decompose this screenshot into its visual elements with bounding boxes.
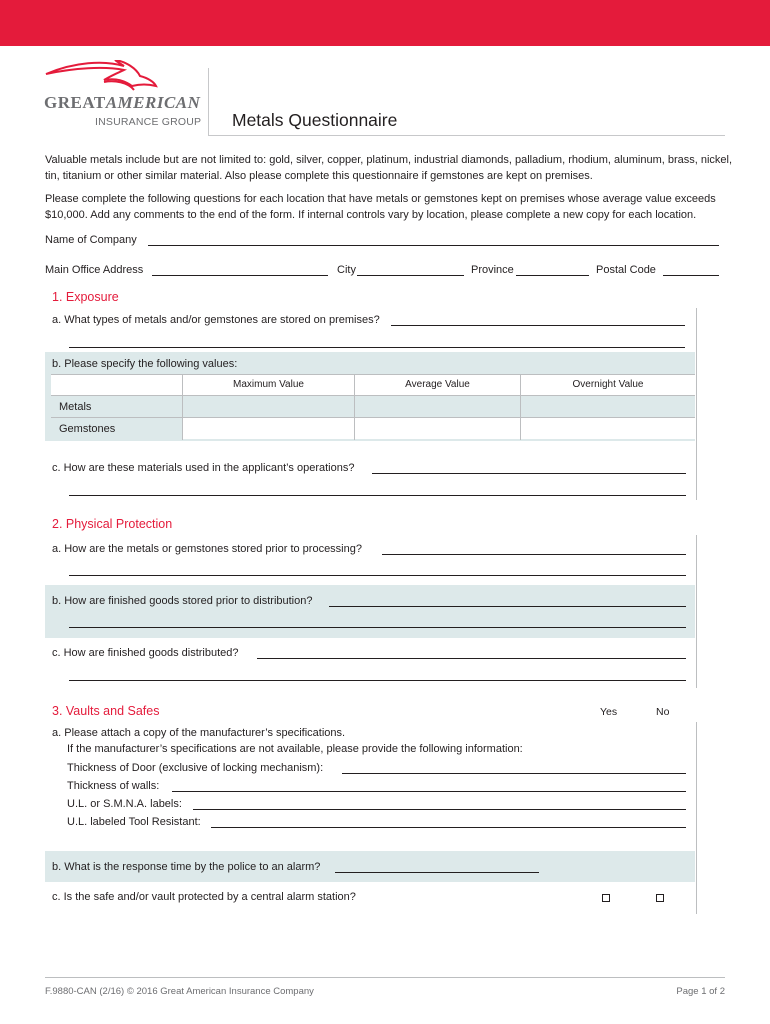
answer-2c-line-2[interactable] bbox=[69, 680, 686, 681]
question-2a: a. How are the metals or gemstones stored prior to processing? bbox=[52, 543, 362, 555]
section-title-physical: 2. Physical Protection bbox=[52, 517, 173, 531]
question-3a: a. Please attach a copy of the manufacturer’s specifications. bbox=[52, 727, 346, 739]
postal-label: Postal Code bbox=[596, 264, 656, 276]
company-label: Name of Company bbox=[45, 234, 137, 246]
question-1b: b. Please specify the following values: bbox=[52, 358, 238, 370]
wall-thickness-label: Thickness of walls: bbox=[67, 780, 160, 792]
gemstones-max-cell[interactable] bbox=[183, 418, 354, 439]
tool-resistant-label: U.L. labeled Tool Resistant: bbox=[67, 816, 201, 828]
logo-subtitle: INSURANCE GROUP bbox=[95, 116, 202, 128]
city-label: City bbox=[337, 264, 356, 276]
question-3b: b. What is the response time by the police to an alarm? bbox=[52, 861, 321, 873]
answer-1c-line-2[interactable] bbox=[69, 495, 686, 496]
wall-thickness-field[interactable] bbox=[172, 791, 686, 792]
question-1c: c. How are these materials used in the applicant’s operations? bbox=[52, 462, 355, 474]
page-number: Page 1 of 2 bbox=[676, 986, 725, 997]
question-2b-shade bbox=[45, 585, 695, 638]
eagle-icon bbox=[44, 60, 174, 96]
section-vaults bbox=[45, 722, 697, 914]
column-header-overnight: Overnight Value bbox=[572, 379, 644, 390]
answer-2b-line-1[interactable] bbox=[329, 606, 686, 607]
answer-1a-line-1[interactable] bbox=[391, 325, 685, 326]
metals-max-cell[interactable] bbox=[183, 396, 354, 417]
answer-1c-line-1[interactable] bbox=[372, 473, 686, 474]
door-thickness-label: Thickness of Door (exclusive of locking mechanism): bbox=[67, 762, 324, 774]
section-physical bbox=[45, 535, 697, 688]
metals-overnight-cell[interactable] bbox=[521, 396, 695, 417]
row-label-gemstones: Gemstones bbox=[59, 423, 116, 435]
ul-labels-field[interactable] bbox=[193, 809, 686, 810]
tool-resistant-field[interactable] bbox=[211, 827, 686, 828]
gemstones-overnight-cell[interactable] bbox=[521, 418, 695, 439]
footer-rule bbox=[45, 977, 725, 978]
city-field[interactable] bbox=[357, 275, 464, 276]
yes-column-header: Yes bbox=[600, 706, 618, 718]
question-3c-yes-checkbox[interactable] bbox=[602, 894, 610, 902]
intro-paragraph-2: Please complete the following questions for each location that have metals or gemstones kept on premises whose average value exceeds $10,000. Add any comments to the end of the form. If internal controls vary by location, please complete a new copy for each location. bbox=[45, 193, 716, 221]
ul-labels-label: U.L. or S.M.N.A. labels: bbox=[67, 798, 182, 810]
page-title: Metals Questionnaire bbox=[232, 110, 398, 130]
question-3c: c. Is the safe and/or vault protected by a central alarm station? bbox=[52, 891, 356, 903]
door-thickness-field[interactable] bbox=[342, 773, 686, 774]
column-header-max: Maximum Value bbox=[233, 379, 304, 390]
postal-field[interactable] bbox=[663, 275, 719, 276]
column-header-avg: Average Value bbox=[405, 379, 470, 390]
logo-wordmark: GREATAMERICAN bbox=[44, 93, 201, 112]
answer-2b-line-2[interactable] bbox=[69, 627, 686, 628]
answer-3b-field[interactable] bbox=[335, 872, 539, 873]
question-1a: a. What types of metals and/or gemstones are stored on premises? bbox=[52, 314, 380, 326]
section-title-vaults: 3. Vaults and Safes bbox=[52, 704, 160, 718]
gemstones-avg-cell[interactable] bbox=[355, 418, 520, 439]
question-3a-note: If the manufacturer’s specifications are not available, please provide the following information: bbox=[67, 743, 523, 755]
answer-2a-line-2[interactable] bbox=[69, 575, 686, 576]
question-2b: b. How are finished goods stored prior to distribution? bbox=[52, 595, 313, 607]
section-exposure bbox=[45, 308, 697, 500]
answer-1a-line-2[interactable] bbox=[69, 347, 685, 348]
question-3c-no-checkbox[interactable] bbox=[656, 894, 664, 902]
title-rule bbox=[208, 135, 725, 136]
intro-paragraph-1: Valuable metals include but are not limited to: gold, silver, copper, platinum, industrial diamonds, palladium, rhodium, aluminum, brass, nickel, tin, titanium or other similar material. Also please complete this questionnaire if gemstones are kept on premises. bbox=[45, 154, 733, 182]
question-2c: c. How are finished goods distributed? bbox=[52, 647, 239, 659]
address-label: Main Office Address bbox=[45, 264, 144, 276]
top-brand-bar bbox=[0, 0, 770, 46]
row-label-metals: Metals bbox=[59, 401, 92, 413]
footer-form-number: F.9880-CAN (2/16) © 2016 Great American Insurance Company bbox=[45, 986, 314, 997]
province-field[interactable] bbox=[516, 275, 589, 276]
no-column-header: No bbox=[656, 706, 670, 718]
province-label: Province bbox=[471, 264, 514, 276]
answer-2a-line-1[interactable] bbox=[382, 554, 686, 555]
header-divider bbox=[208, 68, 209, 136]
great-american-logo bbox=[44, 60, 202, 130]
address-field[interactable] bbox=[152, 275, 328, 276]
company-field[interactable] bbox=[148, 245, 719, 246]
answer-2c-line-1[interactable] bbox=[257, 658, 686, 659]
metals-avg-cell[interactable] bbox=[355, 396, 520, 417]
section-title-exposure: 1. Exposure bbox=[52, 290, 119, 304]
